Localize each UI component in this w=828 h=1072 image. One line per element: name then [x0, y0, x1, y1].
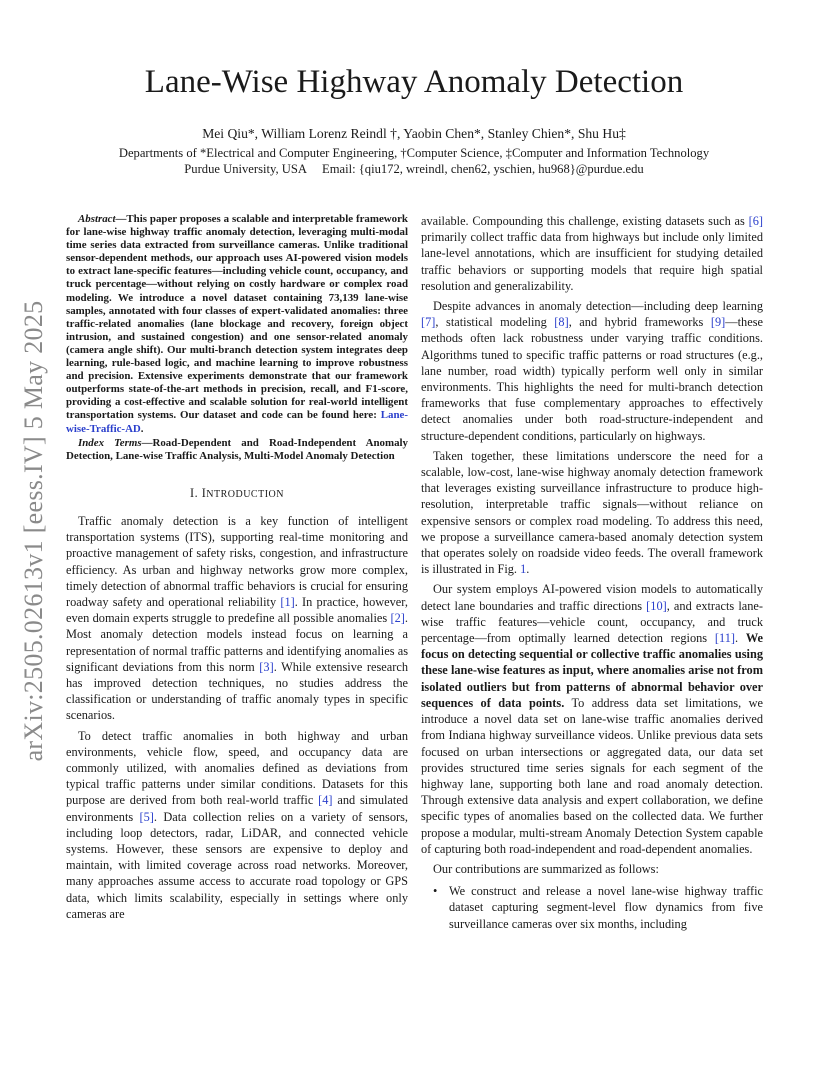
index-terms-text: —Road-Dependent and Road-Independent Anomaly Detection, Lane-wise Traffic Analysis, Multi-Model Anomaly Detection [66, 436, 408, 462]
text-run: . While extensive research has improved detection techniques, no studies address the classification or understanding of traffic anomaly types in specific scenarios. [66, 659, 408, 723]
citation-link[interactable]: [9] [710, 315, 726, 330]
abstract-label: Abstract [78, 213, 116, 225]
abstract [66, 213, 408, 436]
text-run: . In practice, however, even domain experts struggle to predefine all possible anomalies [66, 595, 408, 626]
text-run: primarily collect traffic data from highways but include only limited lane-level annotations, which are insufficient for studying detailed traffic behaviors or supporting models that require high spatial resolution and generalizability. [421, 230, 763, 293]
paper-title: Lane-Wise Highway Anomaly Detection [144, 64, 684, 100]
section-number: I. [190, 485, 199, 500]
intro-paragraph-1 [66, 513, 408, 724]
list-item-text: We construct and release a novel lane-wise highway traffic dataset capturing segment-level flow dynamics from five surveillance cameras over six months, including [449, 884, 763, 931]
text-run: , and extracts lane-wise traffic features—vehicle count, occupancy, and truck percentage—from optimally learned detection regions [421, 598, 763, 646]
intro-paragraph-5 [421, 581, 763, 856]
citation-link[interactable]: [1] [280, 595, 295, 609]
citation-link[interactable]: [11] [714, 631, 735, 646]
text-run: available. Compounding this challenge, existing datasets such as [421, 214, 749, 228]
citation-link[interactable]: [2] [390, 611, 405, 626]
text-run: To detect traffic anomalies in both highway and urban environments, vehicle flow, speed, and occupancy data are commonly utilized, with anomalies defined as deviations from typical traffic patterns under similar conditions. Datasets for this purpose are derived from both real-world traffic [66, 728, 408, 808]
section-title-initial: I [201, 485, 207, 500]
intro-paragraph-3 [421, 298, 763, 444]
section-heading-introduction [66, 485, 408, 503]
arxiv-stamp-text: arXiv:2505.02613v1 [eess.IV] 5 May 2025 [19, 300, 48, 762]
citation-link[interactable]: [3] [259, 659, 274, 674]
author-list: Mei Qiu*, William Lorenz Reindl †, Yaobin Chen*, Stanley Chien*, Shu Hu‡ [202, 126, 626, 141]
section-title-rest: NTRODUCTION [206, 488, 284, 500]
list-item [433, 883, 763, 932]
contributions-intro: Our contributions are summarized as follows: [433, 861, 659, 876]
text-run: Our system employs AI-powered vision models to automatically detect lane boundaries and traffic directions [421, 582, 763, 613]
bold-emphasis: We focus on detecting sequential or collective traffic anomalies using these lane-wise features as input, where anomalies arise not from isolated outliers but from patterns of abnormal behavior over sequences of data points. [421, 631, 763, 710]
left-column [66, 213, 408, 922]
text-run: . [734, 631, 746, 646]
abstract-text: —This paper proposes a scalable and interpretable framework for lane-wise highway traffic anomaly detection, leveraging multi-modal time series data extracted from surveillance cameras. Unlike traditional sensor-dependent methods, our approach uses AI-powered vision models to extract lane-specific features—including vehicle count, occupancy, and truck percentage—without relying on costly hardware or complex road modeling. We introduce a novel dataset containing 73,139 lane-wise samples, annotated with four classes of expert-validated anomalies: three traffic-related anomalies (lane blockage and recovery, foreign object intrusion, and sustained congestion) and one sensor-related anomaly (camera angle shift). Our multi-branch detection system integrates deep learning, rule-based logic, and machine learning to improve robustness and precision. Extensive experiments demonstrate that our framework outperforms state-of-the-art methods in precision, recall, and F1-score, providing a cost-effective and scalable solution for real-world intelligent transportation systems. Our dataset and code can be found here: [66, 213, 408, 422]
text-run: . [526, 562, 530, 577]
affiliation-departments: Departments of *Electrical and Computer Engineering, †Computer Science, ‡Computer and Information Technology [118, 146, 710, 160]
citation-link[interactable]: [7] [421, 315, 436, 330]
text-run: —these methods often lack robustness under varying traffic conditions. Algorithms tuned to specific traffic patterns or road structures (e.g., lane number, road width) typically perform well only in similar environments. This highlights the need for multi-branch detection frameworks that fuse complementary approaches to effectively detect anomalies under both road-structure-independent and structure-dependent conditions, particularly on highways. [421, 315, 763, 443]
figure-reference-link[interactable]: 1 [520, 562, 527, 577]
citation-link[interactable]: [4] [318, 793, 333, 808]
text-run: , and hybrid frameworks [568, 315, 711, 330]
right-column [421, 213, 763, 932]
dataset-link[interactable]: Lane-wise-Traffic-AD [66, 409, 408, 435]
intro-paragraph-4 [421, 448, 763, 578]
citation-link[interactable]: [10] [646, 598, 667, 613]
abstract-end: . [140, 422, 144, 435]
text-run: . Data collection relies on a variety of sensors, including loop detectors, radar, LiDAR, and connected vehicle systems. However, these sensors are expensive to deploy and maintain, with limited coverage across road networks. Moreover, many approaches assume access to accurate road topology or GPS data, which limits scalability, especially in settings where only cameras are [66, 809, 409, 921]
index-terms [66, 437, 408, 463]
intro-paragraph-2 [66, 728, 408, 922]
text-run: and simulated environments [66, 793, 408, 824]
citation-link[interactable]: [8] [554, 315, 569, 330]
citation-link[interactable]: [5] [139, 809, 154, 824]
text-run: To address data set limitations, we introduce a novel data set on lane-wise traffic anomalies derived from Indiana highway surveillance videos. Unlike previous data sets focused on urban intersections or aggregated data, our data set provides structured time series signals for each segment of the highway lane, supporting both lane and road anomaly detection. Through extensive data analysis and expert collaboration, we define specific types of anomalies based on the collected data. We further propose a modular, multi-stream Anomaly Detection System capable of capturing both road-independent and road-dependent anomalies. [421, 695, 764, 856]
text-run: Taken together, these limitations underscore the need for a scalable, low-cost, lane-wise highway anomaly detection framework that leverages existing surveillance infrastructure to produce high-resolution, interpretable traffic signals—without reliance on expensive sensors or complex road modeling. To address this need, we propose a surveillance camera-based anomaly detection system that operates solely on roadside video feeds. The overall framework is illustrated in Fig. [421, 448, 763, 577]
text-run: , statistical modeling [435, 315, 555, 330]
text-run: . Most anomaly detection models instead focus on learning a representation of normal traffic patterns and identifying anomalies as significant deviations from this norm [66, 611, 408, 674]
text-run: Despite advances in anomaly detection—including deep learning [433, 299, 763, 314]
contributions-list [421, 883, 763, 932]
bullet-icon: • [433, 884, 438, 899]
text-run: Traffic anomaly detection is a key function of intelligent transportation systems (ITS), supporting real-time monitoring and proactive management of safety risks, congestion, and infrastructure efficiency. As urban and highway networks grow more complex, timely detection of abnormal traffic behaviors is crucial for ensuring roadway safety and operational reliability [66, 513, 408, 609]
arxiv-stamp [14, 296, 54, 766]
affiliation-university-email: Purdue University, USA Email: {qiu172, wreindl, chen62, yschien, hu968}@purdue.edu [184, 162, 644, 176]
citation-link[interactable]: [6] [748, 214, 763, 228]
intro-paragraph-continued [421, 213, 763, 294]
index-terms-label: Index Terms [78, 436, 142, 449]
affiliations [0, 145, 828, 177]
